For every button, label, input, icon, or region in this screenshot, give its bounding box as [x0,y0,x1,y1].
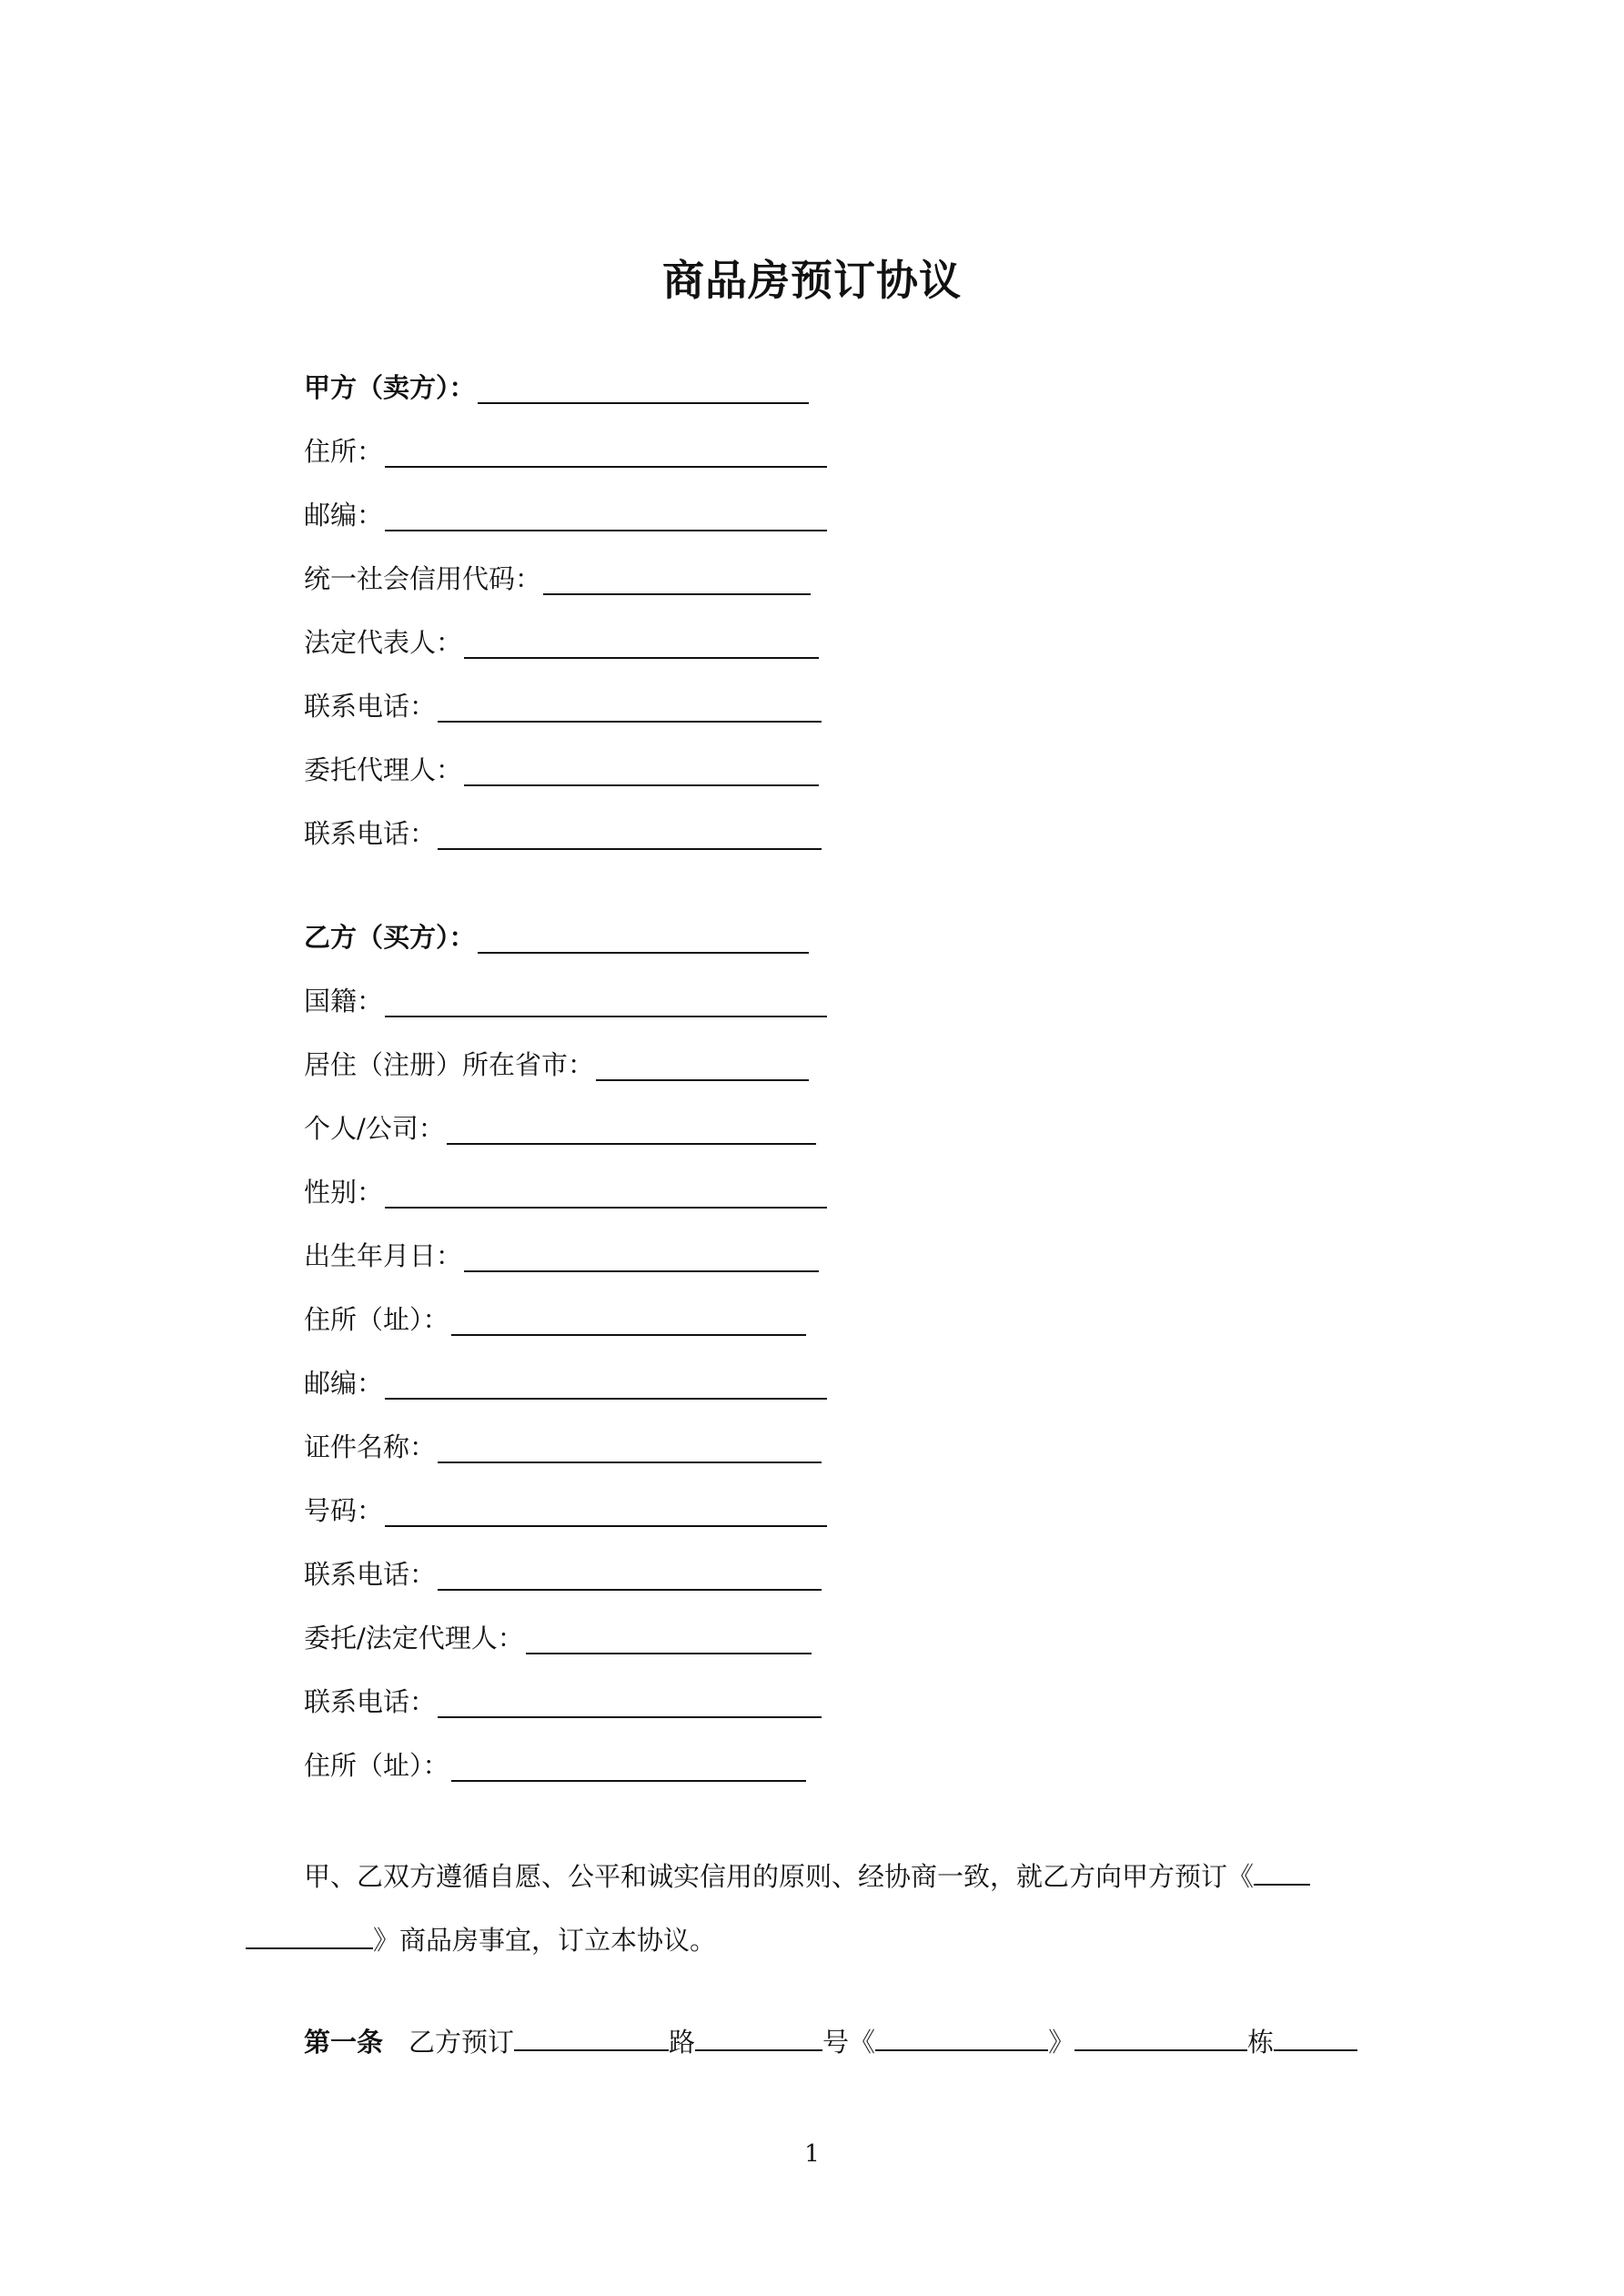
intro-text-2: 》商品房事宜，订立本协议。 [373,1925,717,1956]
party-a-address-blank[interactable] [385,436,827,468]
party-b-nationality-field [304,981,827,1017]
field-label: 邮编： [304,1368,384,1399]
road-number-blank[interactable] [695,2022,822,2051]
field-label: 联系电话： [304,691,437,722]
party-b-postcode-blank[interactable] [385,1368,827,1400]
party-b-birthdate-field [304,1236,819,1272]
field-label: 住所（址）： [304,1750,449,1781]
party-b-agent-field [304,1618,812,1654]
party-b-agent-phone-blank[interactable] [438,1686,822,1718]
party-b-gender-blank[interactable] [385,1177,827,1209]
party-b-name-blank[interactable] [478,922,809,954]
field-label: 证件名称： [304,1431,437,1462]
party-b-id-type-blank[interactable] [438,1431,822,1463]
field-label: 法定代表人： [304,627,463,658]
article-1-text-e: 栋 [1247,2027,1275,2058]
intro-text-1: 甲、乙双方遵循自愿、公平和诚实信用的原则、经协商一致，就乙方向甲方预订《 [304,1861,1255,1892]
party-a-heading-field [304,368,809,404]
party-a-credit-code-field [304,559,811,595]
article-1-text-c: 号《 [822,2027,876,2058]
party-b-id-number-blank[interactable] [385,1495,827,1527]
party-a-agent-phone-field [304,814,822,850]
party-b-address-blank[interactable] [451,1304,806,1336]
field-label: 性别： [304,1177,384,1208]
party-a-credit-code-blank[interactable] [543,563,811,595]
party-a-name-blank[interactable] [478,372,809,404]
party-b-gender-field [304,1172,827,1209]
field-label: 联系电话： [304,818,437,849]
field-label: 出生年月日： [304,1240,463,1271]
party-a-legal-rep-blank[interactable] [464,627,819,659]
party-b-type-field [304,1108,816,1145]
party-a-address-field [304,431,827,468]
document-title: 商品房预订协议 [662,256,962,305]
party-b-nationality-blank[interactable] [385,986,827,1017]
article-1-label: 第一条 [304,2027,384,2058]
party-b-agent-address-field [304,1745,806,1782]
field-label: 委托代理人： [304,754,463,785]
party-b-agent-address-blank[interactable] [451,1750,806,1782]
field-label: 号码： [304,1495,384,1526]
road-blank[interactable] [514,2022,669,2051]
party-b-phone-field [304,1554,822,1591]
field-label: 委托/法定代理人： [304,1623,524,1654]
party-a-postcode-field [304,495,827,531]
party-a-agent-field [304,750,819,786]
party-b-heading: 乙方（买方）： [304,922,476,953]
field-label: 住所： [304,436,384,467]
party-b-address-field [304,1300,806,1336]
party-a-agent-phone-blank[interactable] [438,818,822,850]
party-b-agent-phone-field [304,1682,822,1718]
party-b-birthdate-blank[interactable] [464,1240,819,1272]
intro-line-2 [246,1920,716,1957]
party-a-agent-blank[interactable] [464,754,819,786]
field-label: 邮编： [304,500,384,531]
article-1-text-d: 》 [1048,2027,1075,2058]
party-a-phone-blank[interactable] [438,691,822,723]
article-1-line [304,2022,1357,2058]
field-label: 住所（址）： [304,1304,449,1335]
party-b-type-blank[interactable] [447,1113,816,1145]
party-b-agent-blank[interactable] [526,1623,812,1654]
field-label: 联系电话： [304,1686,437,1717]
project-blank[interactable] [875,2022,1048,2051]
article-1-text-a: 乙方预订 [409,2027,515,2058]
party-b-postcode-field [304,1363,827,1400]
intro-line-1 [304,1856,1310,1893]
field-label: 联系电话： [304,1559,437,1590]
field-label: 国籍： [304,986,384,1017]
page-number: 1 [804,2140,820,2168]
party-b-heading-field [304,917,809,954]
project-name-blank-1[interactable] [1254,1856,1310,1886]
party-b-province-field [304,1045,809,1081]
field-label: 统一社会信用代码： [304,563,542,594]
party-b-id-type-field [304,1427,822,1463]
party-b-province-blank[interactable] [596,1049,809,1081]
party-a-heading: 甲方（卖方）： [304,372,476,403]
party-a-phone-field [304,686,822,723]
article-1-text-b: 路 [669,2027,696,2058]
field-label: 个人/公司： [304,1113,445,1144]
party-a-postcode-blank[interactable] [385,500,827,531]
building-blank[interactable] [1074,2022,1247,2051]
party-b-id-number-field [304,1491,827,1527]
field-label: 居住（注册）所在省市： [304,1049,595,1080]
party-b-phone-blank[interactable] [438,1559,822,1591]
project-name-blank-2[interactable] [246,1920,373,1949]
unit-blank[interactable] [1274,2022,1357,2051]
party-a-legal-rep-field [304,622,819,659]
